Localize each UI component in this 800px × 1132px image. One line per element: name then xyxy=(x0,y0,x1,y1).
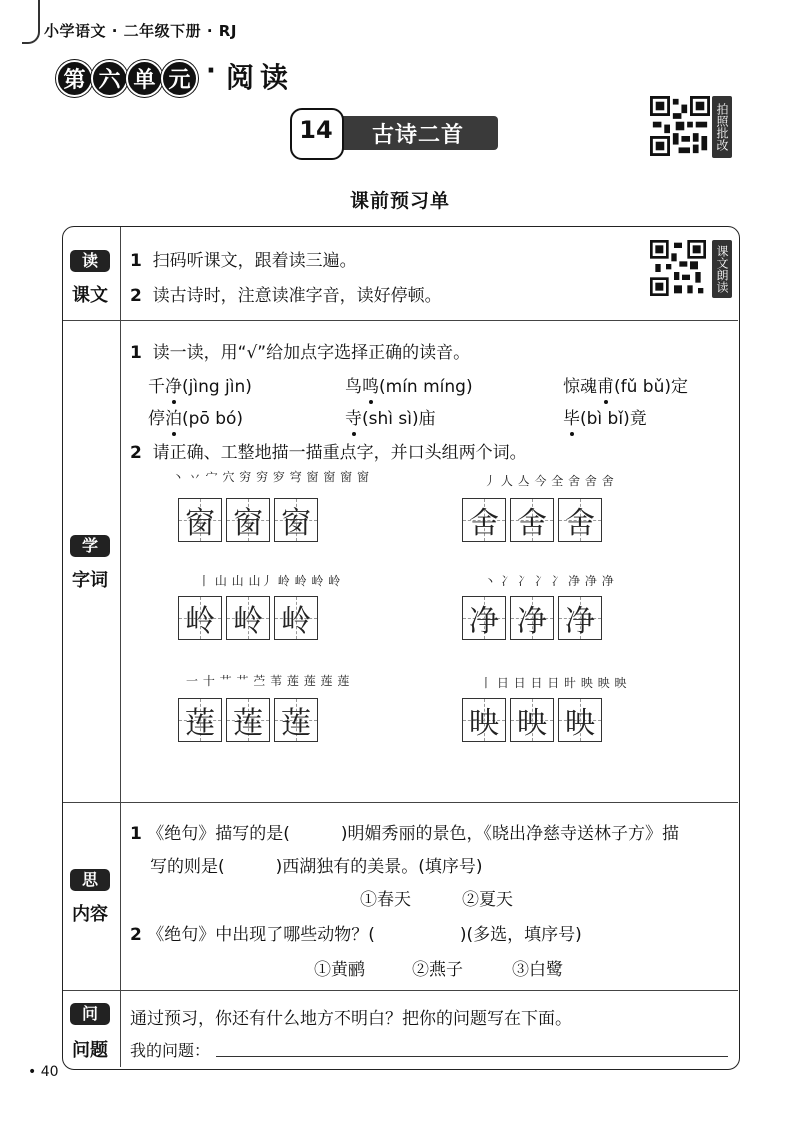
tianzige-group xyxy=(178,596,318,640)
tianzige-group xyxy=(462,596,602,640)
stroke-order: 丨 山 山 山丿 岭 岭 岭 岭 xyxy=(198,574,341,588)
stroke-order: 丿 人 亼 今 全 舍 舍 舍 xyxy=(484,474,615,488)
stroke-order: 一 十 艹 艹 苎 苇 莲 莲 莲 莲 xyxy=(186,674,350,688)
ask-prompt: 通过预习，你还有什么地方不明白？把你的问题写在下面。 xyxy=(130,1009,572,1029)
section-label-ask: 问题 xyxy=(72,1040,108,1061)
think-option[interactable]: ②燕子 xyxy=(412,960,463,980)
corner-decoration xyxy=(22,0,40,44)
tianzige-cell[interactable]: 映 xyxy=(558,698,602,742)
pinyin-item: 毕(bì bǐ)竟 xyxy=(563,409,647,429)
pinyin-item: 惊魂甫(fǔ bǔ)定 xyxy=(563,377,688,397)
think-question-1: 1 《绝句》描写的是( )明媚秀丽的景色，《晓出净慈寺送林子方》描 xyxy=(130,824,680,844)
tianzige-cell[interactable]: 岭 xyxy=(274,596,318,640)
tianzige-cell[interactable]: 舍 xyxy=(510,498,554,542)
section-badge-think: 思 xyxy=(70,869,110,891)
tianzige-group xyxy=(462,698,602,742)
read-item-2: 2 读古诗时，注意读准字音，读好停顿。 xyxy=(130,286,442,306)
unit-char: 元 xyxy=(161,60,198,97)
unit-char: 第 xyxy=(56,60,93,97)
qr-code-icon[interactable] xyxy=(650,96,710,156)
tianzige-cell[interactable]: 映 xyxy=(462,698,506,742)
think-question-1-cont: 写的则是( )西湖独有的美景。(填序号) xyxy=(150,857,483,877)
tianzige-cell[interactable]: 岭 xyxy=(178,596,222,640)
tianzige-cell[interactable]: 窗 xyxy=(226,498,270,542)
tianzige-cell[interactable]: 岭 xyxy=(226,596,270,640)
unit-dot: · xyxy=(206,56,216,86)
section-label-read: 课文 xyxy=(72,285,108,306)
qr-label: 拍照批改 xyxy=(712,96,732,158)
row-divider xyxy=(63,320,738,321)
tianzige-cell[interactable]: 莲 xyxy=(226,698,270,742)
my-question-answer-line[interactable] xyxy=(216,1056,728,1057)
think-option[interactable]: ②夏天 xyxy=(462,890,513,910)
unit-char: 单 xyxy=(126,60,163,97)
tianzige-cell[interactable]: 净 xyxy=(462,596,506,640)
study-question-2: 2 请正确、工整地描一描重点字，并口头组两个词。 xyxy=(130,443,527,463)
section-badge-study: 学 xyxy=(70,535,110,557)
row-divider xyxy=(63,802,738,803)
stroke-order: 丶 丷 宀 穴 穷 穷 穸 穹 窗 窗 窗 窗 xyxy=(172,470,370,484)
tianzige-cell[interactable]: 舍 xyxy=(462,498,506,542)
unit-title: 阅读 xyxy=(226,61,295,94)
think-option[interactable]: ①黄鹂 xyxy=(314,960,365,980)
pinyin-item: 寺(shì sì)庙 xyxy=(345,409,436,429)
tianzige-cell[interactable]: 净 xyxy=(510,596,554,640)
think-option[interactable]: ③白鹭 xyxy=(512,960,563,980)
tianzige-cell[interactable]: 莲 xyxy=(274,698,318,742)
study-question-1: 1 读一读，用“√”给加点字选择正确的读音。 xyxy=(130,343,471,363)
stroke-order: 丨 日 日 日 日 旪 映 映 映 xyxy=(480,676,628,690)
pinyin-item: 鸟鸣(mín míng) xyxy=(345,377,473,397)
tianzige-cell[interactable]: 窗 xyxy=(274,498,318,542)
section-label-study: 字词 xyxy=(72,570,108,591)
tianzige-cell[interactable]: 窗 xyxy=(178,498,222,542)
section-badge-ask: 问 xyxy=(70,1003,110,1025)
qr-label: 课文朗读 xyxy=(712,240,732,298)
unit-badges xyxy=(56,60,196,97)
tianzige-cell[interactable]: 舍 xyxy=(558,498,602,542)
section-label-think: 内容 xyxy=(72,904,108,925)
lesson-number: 14 xyxy=(299,116,333,144)
my-question-label: 我的问题： xyxy=(130,1041,211,1060)
page-number: • 40 xyxy=(28,1064,59,1080)
page-heading: 课前预习单 xyxy=(349,190,450,212)
pinyin-item: 千净(jìng jìn) xyxy=(148,377,252,397)
stroke-order: 丶 冫 冫 冫 冫 净 净 净 xyxy=(484,574,615,588)
unit-char: 六 xyxy=(91,60,128,97)
tianzige-cell[interactable]: 净 xyxy=(558,596,602,640)
section-badge-read: 读 xyxy=(70,250,110,272)
pinyin-item: 停泊(pō bó) xyxy=(148,409,244,429)
qr-code-icon[interactable] xyxy=(650,240,706,296)
tianzige-group xyxy=(462,498,602,542)
think-option[interactable]: ①春天 xyxy=(360,890,411,910)
book-header: 小学语文 · 二年级下册 · RJ xyxy=(44,22,237,40)
tianzige-cell[interactable]: 映 xyxy=(510,698,554,742)
think-question-2: 2 《绝句》中出现了哪些动物？( )(多选，填序号) xyxy=(130,925,582,945)
tianzige-group xyxy=(178,698,318,742)
tianzige-group xyxy=(178,498,318,542)
lesson-title: 古诗二首 xyxy=(371,123,464,148)
read-item-1: 1 扫码听课文，跟着读三遍。 xyxy=(130,251,357,271)
tianzige-cell[interactable]: 莲 xyxy=(178,698,222,742)
column-divider xyxy=(120,227,121,1067)
row-divider xyxy=(63,990,738,991)
